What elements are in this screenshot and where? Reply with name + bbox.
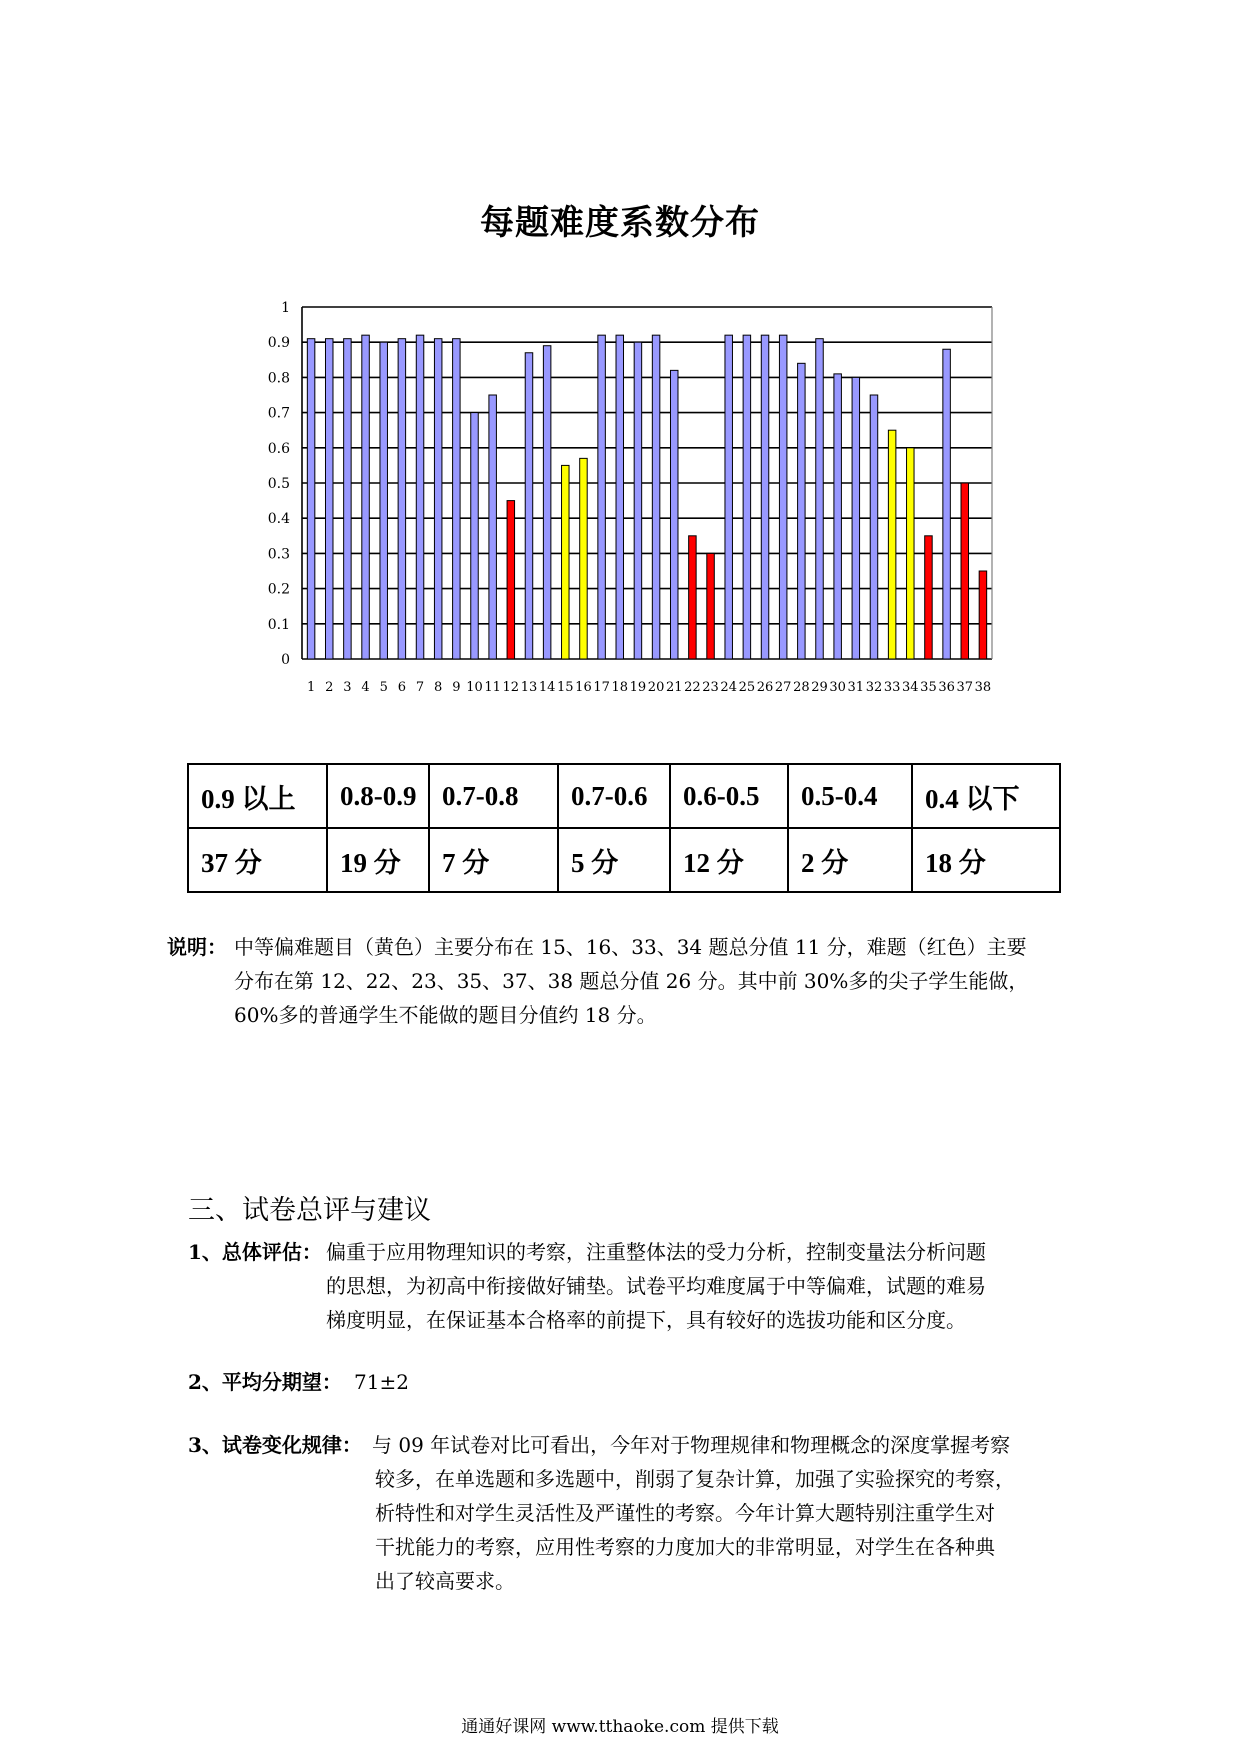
x-tick-label: 22: [684, 680, 701, 695]
bar: [743, 335, 751, 659]
table-value-row: [188, 828, 1060, 892]
x-tick-label: 26: [756, 680, 774, 695]
table-cell: 5 分: [558, 828, 670, 892]
bar: [689, 536, 697, 659]
table-cell: 0.4 以下: [912, 764, 1060, 828]
x-tick-label: 9: [452, 680, 461, 695]
bar: [580, 458, 588, 659]
table-cell: 2 分: [788, 828, 912, 892]
y-tick-label: 0.9: [267, 335, 290, 352]
table-cell: 19 分: [327, 828, 429, 892]
bar: [471, 413, 479, 659]
bar: [434, 339, 442, 659]
item-line: 析特性和对学生灵活性及严谨性的考察。今年计算大题特别注重学生对: [375, 1501, 995, 1525]
y-tick-label: 1: [281, 300, 290, 316]
difficulty-bar-chart: [240, 295, 1020, 715]
bar: [453, 339, 461, 659]
table-header-row: [188, 764, 1060, 828]
bar: [870, 395, 878, 659]
x-tick-label: 14: [538, 680, 556, 695]
x-tick-label: 38: [974, 680, 992, 695]
bar: [816, 339, 824, 659]
bar: [598, 335, 606, 659]
score-distribution-table: [187, 763, 1061, 893]
bar: [362, 335, 370, 659]
item-line: 偏重于应用物理知识的考察，注重整体法的受力分析，控制变量法分析问题: [326, 1240, 986, 1264]
x-tick-label: 17: [593, 680, 610, 695]
x-tick-label: 7: [415, 680, 425, 695]
bar: [416, 335, 424, 659]
bar: [344, 339, 352, 659]
bar: [961, 483, 969, 659]
x-tick-label: 31: [847, 680, 865, 695]
x-tick-label: 37: [956, 680, 974, 695]
x-tick-label: 6: [397, 680, 407, 695]
bar: [398, 339, 406, 659]
item-line: 梯度明显，在保证基本合格率的前提下，具有较好的选拔功能和区分度。: [326, 1308, 966, 1332]
bar: [507, 501, 515, 659]
x-tick-label: 36: [938, 680, 955, 695]
page-title: 每题难度系数分布: [480, 203, 760, 243]
bar: [925, 536, 933, 659]
x-tick-label: 1: [306, 680, 316, 695]
item-line: 与 09 年试卷对比可看出，今年对于物理规律和物理概念的深度掌握考察: [372, 1433, 1011, 1457]
x-tick-label: 4: [361, 680, 370, 695]
bar: [670, 370, 678, 659]
x-tick-label: 29: [811, 680, 828, 695]
item-line: 出了较高要求。: [375, 1569, 515, 1593]
bar: [380, 342, 388, 659]
section-heading: 三、试卷总评与建议: [188, 1195, 431, 1226]
bar: [307, 339, 315, 659]
table-cell: 0.5-0.4: [788, 764, 912, 828]
x-tick-label: 28: [793, 680, 810, 695]
y-tick-label: 0.8: [267, 370, 290, 387]
bar: [761, 335, 769, 659]
bar: [325, 339, 333, 659]
item-line: 干扰能力的考察，应用性考察的力度加大的非常明显，对学生在各种典: [375, 1535, 995, 1559]
table-cell: 12 分: [670, 828, 788, 892]
x-tick-label: 35: [920, 680, 937, 695]
x-tick-label: 32: [865, 680, 883, 695]
item-label: 3、试卷变化规律：: [188, 1433, 362, 1457]
bar: [979, 571, 987, 659]
table-cell: 7 分: [429, 828, 558, 892]
bar: [543, 346, 551, 659]
x-tick-label: 24: [720, 680, 737, 695]
x-tick-label: 27: [774, 680, 792, 695]
note-line: 中等偏难题目（黄色）主要分布在 15、16、33、34 题总分值 11 分，难题（红色）主要: [234, 935, 1027, 959]
item-label: 2、平均分期望：: [188, 1370, 342, 1394]
x-tick-label: 34: [902, 680, 919, 695]
x-tick-label: 11: [484, 680, 501, 695]
bar: [852, 377, 860, 659]
item-line: 71±2: [354, 1370, 409, 1394]
bar: [725, 335, 733, 659]
x-tick-label: 3: [343, 680, 352, 695]
x-tick-label: 25: [738, 680, 756, 695]
note-line: 60%多的普通学生不能做的题目分值约 18 分。: [234, 1003, 657, 1027]
footer-text: 通通好课网 www.tthaoke.com 提供下载: [461, 1717, 779, 1737]
y-tick-label: 0.1: [267, 616, 290, 633]
y-tick-label: 0.4: [267, 511, 290, 528]
table-cell: 18 分: [912, 828, 1060, 892]
bar: [616, 335, 624, 659]
bar: [707, 553, 715, 659]
bar: [943, 349, 951, 659]
bar: [888, 430, 896, 659]
y-tick-label: 0: [281, 652, 290, 668]
x-tick-label: 12: [502, 680, 520, 695]
chart-canvas: [240, 295, 1020, 715]
bar: [834, 374, 842, 659]
x-tick-label: 21: [665, 680, 683, 695]
y-tick-label: 0.6: [267, 440, 290, 457]
y-tick-label: 0.2: [267, 581, 290, 598]
table-cell: 0.9 以上: [188, 764, 327, 828]
x-tick-label: 19: [629, 680, 647, 695]
x-tick-label: 20: [647, 680, 665, 695]
bar: [652, 335, 660, 659]
item-line: 较多，在单选题和多选题中，削弱了复杂计算，加强了实验探究的考察，: [375, 1467, 1015, 1491]
x-tick-label: 8: [434, 680, 443, 695]
table-cell: 37 分: [188, 828, 327, 892]
x-tick-label: 2: [325, 680, 334, 695]
bar: [798, 363, 806, 659]
item-label: 1、总体评估：: [188, 1240, 322, 1264]
y-tick-label: 0.3: [267, 546, 290, 563]
table-cell: 0.7-0.6: [558, 764, 670, 828]
note-label: 说明：: [167, 935, 227, 959]
x-tick-label: 33: [883, 680, 901, 695]
x-tick-label: 18: [611, 680, 629, 695]
x-tick-label: 30: [829, 680, 846, 695]
y-tick-label: 0.5: [267, 476, 290, 492]
bar: [489, 395, 497, 659]
x-tick-label: 23: [702, 680, 719, 695]
note-line: 分布在第 12、22、23、35、37、38 题总分值 26 分。其中前 30%多的尖子学生能做，: [234, 969, 1029, 993]
x-tick-label: 5: [379, 680, 388, 695]
table-cell: 0.6-0.5: [670, 764, 788, 828]
table-cell: 0.7-0.8: [429, 764, 558, 828]
x-tick-label: 13: [520, 680, 538, 695]
bar: [907, 448, 915, 659]
item-line: 的思想，为初高中衔接做好铺垫。试卷平均难度属于中等偏难，试题的难易: [326, 1274, 986, 1298]
bar: [779, 335, 787, 659]
table-cell: 0.8-0.9: [327, 764, 429, 828]
x-tick-label: 15: [557, 680, 574, 695]
bar: [634, 342, 642, 659]
x-tick-label: 10: [466, 680, 483, 695]
y-tick-label: 0.7: [267, 405, 290, 422]
bar: [525, 353, 533, 659]
bar: [562, 465, 570, 659]
x-tick-label: 16: [575, 680, 592, 695]
